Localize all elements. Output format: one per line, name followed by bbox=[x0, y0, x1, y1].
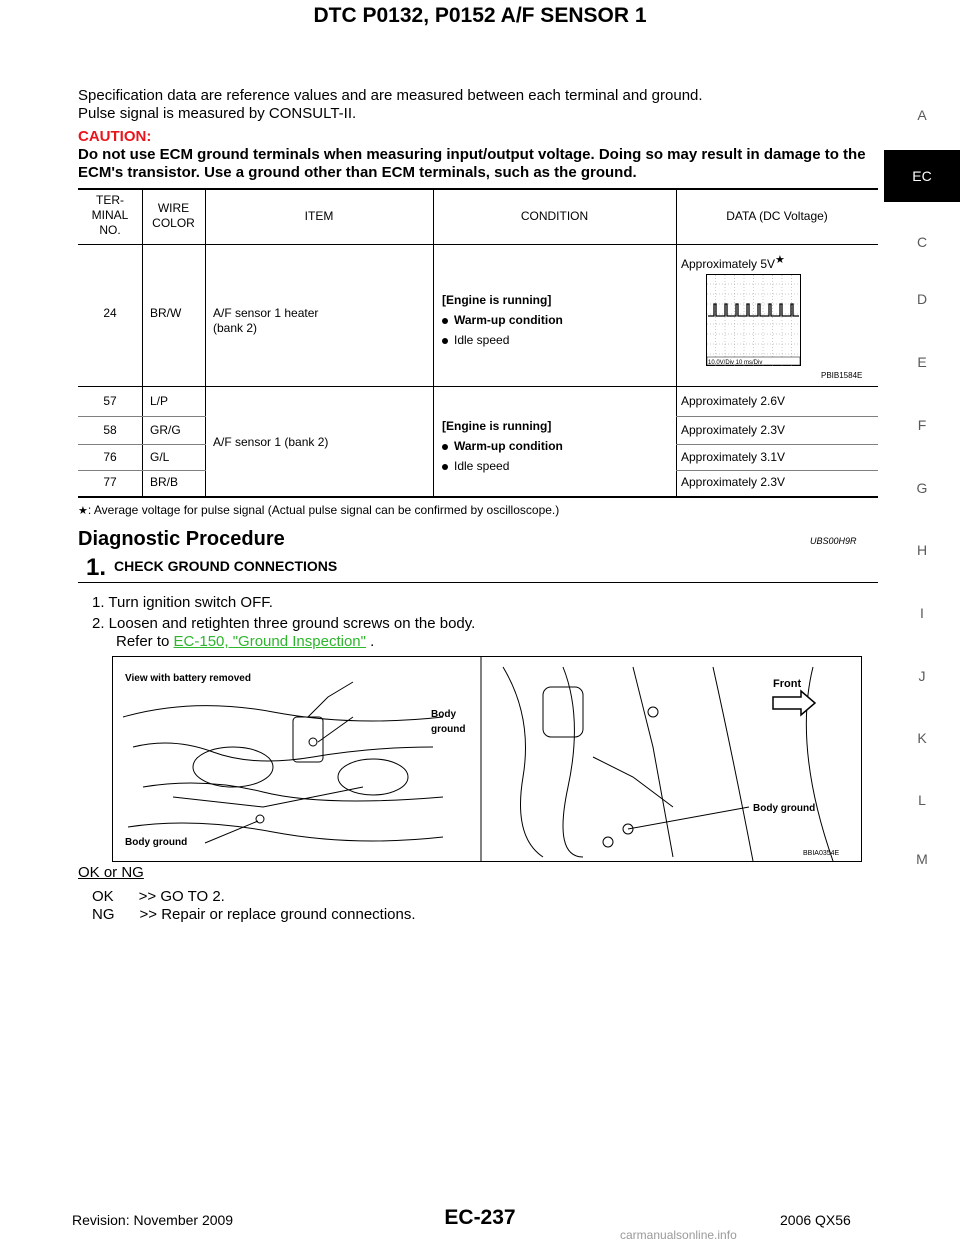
row-rule bbox=[676, 416, 878, 417]
row77-wire: BR/B bbox=[150, 475, 179, 489]
body-ground-illustration bbox=[113, 657, 861, 861]
row24-wire: BR/W bbox=[150, 306, 182, 320]
row-rule bbox=[676, 444, 878, 445]
oscilloscope-waveform bbox=[706, 274, 802, 378]
page-title: DTC P0132, P0152 A/F SENSOR 1 bbox=[313, 4, 647, 27]
row57-wire: L/P bbox=[150, 394, 169, 408]
tab-ec-active[interactable]: EC bbox=[884, 150, 960, 202]
header-item: ITEM bbox=[304, 209, 334, 223]
step-number: 1. bbox=[86, 554, 107, 581]
col-divider bbox=[142, 190, 143, 496]
row77-data: Approximately 2.3V bbox=[681, 475, 786, 489]
procedure-item-2-refer: Refer to EC-150, "Ground Inspection" . bbox=[116, 633, 375, 650]
row-rule bbox=[78, 386, 878, 387]
procedure-item-1: 1. Turn ignition switch OFF. bbox=[92, 594, 273, 611]
procedure-item-2: 2. Loosen and retighten three ground screws on the body. bbox=[92, 615, 476, 632]
row76-wire: G/L bbox=[150, 450, 170, 464]
bullet-icon bbox=[442, 318, 448, 324]
header-data: DATA (DC Voltage) bbox=[726, 209, 828, 223]
header-condition: CONDITION bbox=[520, 209, 589, 223]
tab-k[interactable]: K bbox=[917, 730, 927, 746]
body-ground-photo bbox=[112, 656, 862, 862]
group-item: A/F sensor 1 (bank 2) bbox=[213, 435, 329, 449]
star-icon: ★ bbox=[78, 505, 88, 517]
section-title: Diagnostic Procedure bbox=[78, 528, 285, 550]
row58-data: Approximately 2.3V bbox=[681, 423, 786, 437]
row24-data: Approximately 5V★ bbox=[681, 254, 785, 271]
tab-d[interactable]: D bbox=[916, 291, 928, 307]
col-divider bbox=[433, 190, 434, 496]
header-wire-color: WIRE COLOR bbox=[152, 201, 195, 230]
step-rule bbox=[78, 582, 878, 583]
caution-body: Do not use ECM ground terminals when measuring input/output voltage. Doing so may result in damage to the ECM's transistor. Use a ground other than ECM terminals, such as the ground. bbox=[78, 146, 866, 181]
tab-e[interactable]: E bbox=[917, 354, 927, 370]
header-terminal: TER- MINAL NO. bbox=[91, 193, 129, 237]
footnote: ★: Average voltage for pulse signal (Actual pulse signal can be confirmed by oscilloscope.) bbox=[78, 503, 560, 517]
ecm-terminal-spec-table bbox=[78, 188, 878, 498]
bullet-icon bbox=[442, 464, 448, 470]
tab-l[interactable]: L bbox=[918, 792, 926, 808]
row-rule bbox=[676, 470, 878, 471]
group-condition: [Engine is running] Warm-up condition Idle speed bbox=[442, 419, 563, 473]
ok-or-ng-heading: OK or NG bbox=[78, 864, 144, 881]
row57-terminal: 57 bbox=[103, 394, 117, 408]
label-body-ground-upper: Body bbox=[431, 709, 456, 720]
row76-data: Approximately 3.1V bbox=[681, 450, 786, 464]
label-view-battery-removed: View with battery removed bbox=[125, 673, 251, 684]
col-divider bbox=[205, 190, 206, 496]
bullet-icon bbox=[442, 338, 448, 344]
tab-a[interactable]: A bbox=[917, 107, 927, 123]
row58-terminal: 58 bbox=[103, 423, 117, 437]
step-title: CHECK GROUND CONNECTIONS bbox=[114, 558, 338, 574]
tab-h[interactable]: H bbox=[916, 542, 928, 558]
tab-f[interactable]: F bbox=[917, 417, 927, 433]
row24-terminal: 24 bbox=[103, 306, 117, 320]
photo-figure-code: BBIA0354E bbox=[803, 850, 840, 857]
bullet-icon bbox=[442, 444, 448, 450]
caution-heading: CAUTION: bbox=[78, 128, 152, 145]
scope-figure-code: PBIB1584E bbox=[821, 371, 863, 380]
tab-g[interactable]: G bbox=[916, 480, 928, 496]
intro-text-line1: Specification data are reference values and are measured between each terminal and ground. bbox=[78, 87, 703, 104]
header-rule bbox=[78, 244, 878, 245]
row57-data: Approximately 2.6V bbox=[681, 394, 786, 408]
intro-text-line2: Pulse signal is measured by CONSULT-II. bbox=[78, 105, 357, 122]
label-front: Front bbox=[773, 678, 802, 690]
label-body-ground-right: Body ground bbox=[753, 803, 816, 814]
label-body-ground-upper-2: ground bbox=[431, 724, 466, 735]
row24-condition: [Engine is running] Warm-up condition Idle speed bbox=[442, 293, 563, 347]
watermark: carmanualsonline.info bbox=[620, 1228, 737, 1242]
ground-inspection-link[interactable]: EC-150, "Ground Inspection" bbox=[173, 633, 366, 650]
footer-model: 2006 QX56 bbox=[780, 1212, 851, 1228]
row24-item: A/F sensor 1 heater (bank 2) bbox=[213, 306, 319, 335]
row76-terminal: 76 bbox=[103, 450, 117, 464]
row-rule bbox=[78, 470, 206, 471]
tab-m[interactable]: M bbox=[916, 851, 928, 867]
col-divider bbox=[676, 190, 677, 496]
row58-wire: GR/G bbox=[150, 423, 181, 437]
tab-j[interactable]: J bbox=[918, 668, 926, 684]
ok-result: OK >> GO TO 2. bbox=[92, 888, 225, 905]
footer-revision: Revision: November 2009 bbox=[72, 1212, 234, 1228]
section-code: UBS00H9R bbox=[810, 536, 857, 546]
scope-scale-label: 10.0V/Div 10 ms/Div bbox=[708, 360, 763, 366]
front-arrow-icon bbox=[773, 691, 815, 715]
row-rule bbox=[78, 416, 206, 417]
row-rule bbox=[78, 444, 206, 445]
star-icon: ★ bbox=[775, 254, 785, 266]
tab-c[interactable]: C bbox=[916, 234, 928, 250]
row77-terminal: 77 bbox=[103, 475, 117, 489]
label-body-ground-left: Body ground bbox=[125, 837, 188, 848]
footer-page-number: EC-237 bbox=[444, 1206, 516, 1229]
ng-result: NG >> Repair or replace ground connections. bbox=[92, 906, 416, 923]
tab-i[interactable]: I bbox=[920, 605, 924, 621]
